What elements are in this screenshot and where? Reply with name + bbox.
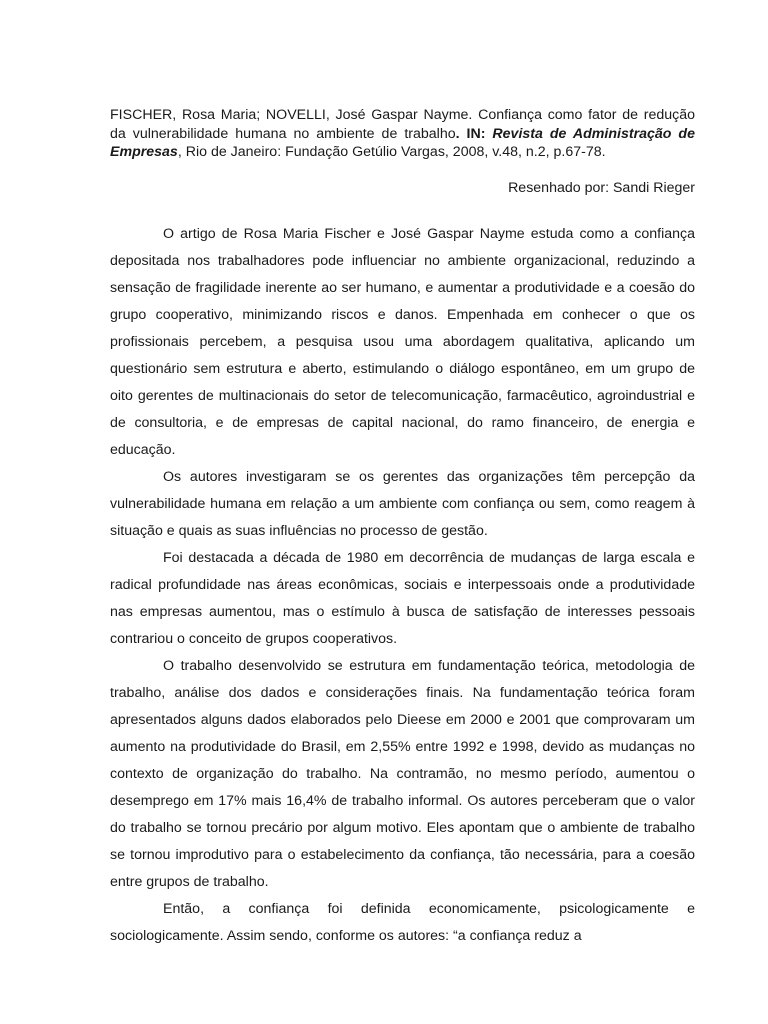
review-body (110, 221, 695, 950)
paragraph-4: O trabalho desenvolvido se estrutura em fundamentação teórica, metodologia de trabalho, análise dos dados e considerações finais. Na fundamentação teórica foram apresentados alguns dados elaborados pelo Dieese em 2000 e 2001 que comprovaram um aumento na produtividade do Brasil, em 2,55% entre 1992 e 1998, devido as mudanças no contexto de organização do trabalho. Na contramão, no mesmo período, aumentou o desemprego em 17% mais 16,4% de trabalho informal. Os autores perceberam que o valor do trabalho se tornou precário por algum motivo. Eles apontam que o ambiente de trabalho se tornou improdutivo para o estabelecimento da confiança, tão necessária, para a coesão entre grupos de trabalho. (110, 657, 695, 890)
citation-publication-details: , Rio de Janeiro: Fundação Getúlio Vargas, 2008, v.48, n.2, p.67-78. (177, 144, 606, 160)
citation-journal: Revista de Administração de Empresas (110, 125, 695, 160)
citation-separator: . IN: (455, 125, 493, 142)
reviewer-credit: Resenhado por: Sandi Rieger (508, 179, 695, 196)
bibliographic-citation (110, 106, 695, 162)
paragraph-2: Os autores investigaram se os gerentes das organizações têm percepção da vulnerabilidade humana em relação a um ambiente com confiança ou sem, como reagem à situação e quais as suas influências no processo de gestão. (110, 468, 695, 539)
citation-authors-title: FISCHER, Rosa Maria; NOVELLI, José Gaspar Nayme. Confiança como fator de redução da vulnerabilidade humana no ambiente de trabalho (110, 107, 695, 142)
paragraph-3: Foi destacada a década de 1980 em decorrência de mudanças de larga escala e radical profundidade nas áreas econômicas, sociais e interpessoais onde a produtividade nas empresas aumentou, mas o estímulo à busca de satisfação de interesses pessoais contrariou o conceito de grupos cooperativos. (110, 549, 695, 647)
paragraph-1: O artigo de Rosa Maria Fischer e José Gaspar Nayme estuda como a confiança depositada nos trabalhadores pode influenciar no ambiente organizacional, reduzindo a sensação de fragilidade inerente ao ser humano, e aumentar a produtividade e a coesão do grupo cooperativo, minimizando riscos e danos. Empenhada em conhecer o que os profissionais percebem, a pesquisa usou uma abordagem qualitativa, aplicando um questionário sem estrutura e aberto, estimulando o diálogo espontâneo, em um grupo de oito gerentes de multinacionais do setor de telecomunicação, farmacêutico, agroindustrial e de consultoria, e de empresas de capital nacional, do ramo financeiro, de energia e educação. (110, 225, 695, 458)
document-page (110, 106, 695, 950)
paragraph-5: Então, a confiança foi definida economicamente, psicologicamente e sociologicamente. Assim sendo, conforme os autores: “a confiança reduz a (110, 900, 695, 944)
